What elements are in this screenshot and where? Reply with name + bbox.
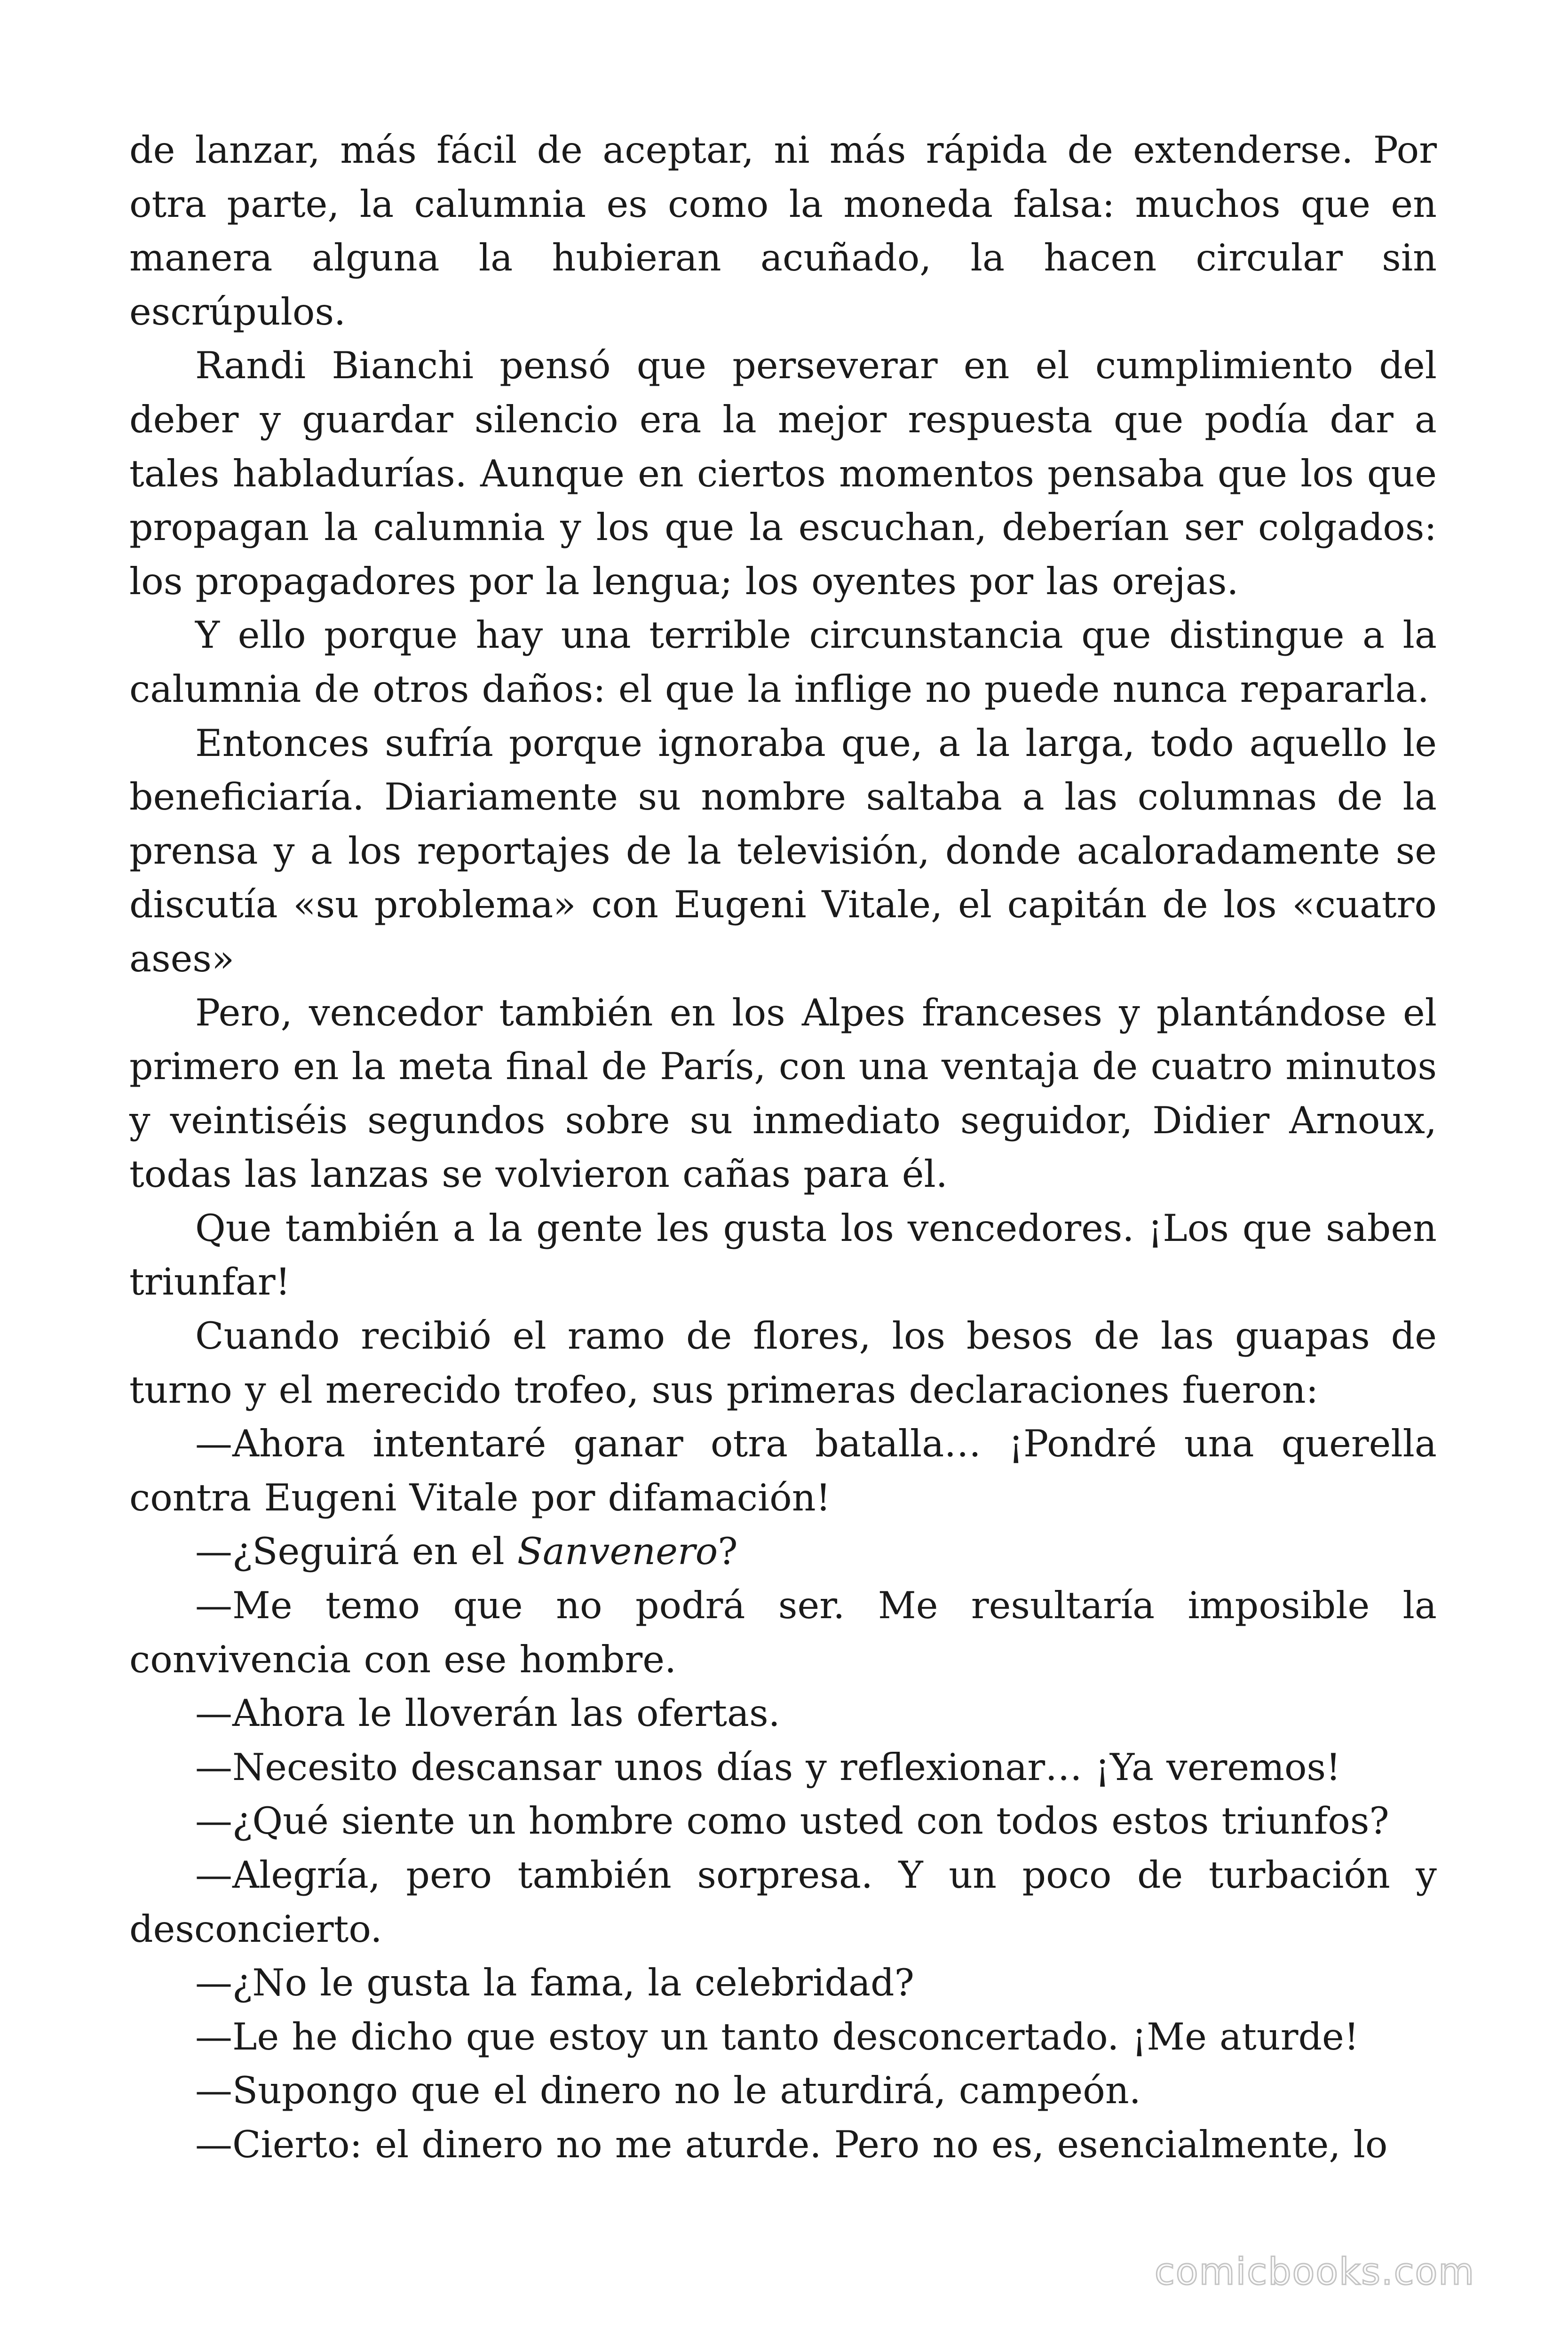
paragraph-6: Que también a la gente les gusta los vencedores. ¡Los que saben triunfar! xyxy=(129,1206,1437,1304)
paragraph-18: —Cierto: el dinero no me aturde. Pero no es, esencialmente, lo xyxy=(195,2122,1388,2166)
watermark-text: comicbooks.com xyxy=(1155,2251,1475,2293)
paragraph-9-text-after: ? xyxy=(718,1530,738,1573)
paragraph-14: —Alegría, pero también sorpresa. Y un poco de turbación y desconcierto. xyxy=(129,1853,1437,1951)
paragraph-3: Y ello porque hay una terrible circunstancia que distingue a la calumnia de otros daños: el que la inflige no puede nunca repararla. xyxy=(129,613,1437,711)
paragraph-4: Entonces sufría porque ignoraba que, a la larga, todo aquello le beneficiaría. Diariamente su nombre saltaba a las columnas de la prensa y a los reportajes de la televisión, donde acaloradamente se discutía «su problema» con Eugeni Vitale, el capitán de los «cuatro ases» xyxy=(129,721,1437,980)
paragraph-9-text-before: —¿Seguirá en el xyxy=(195,1530,517,1573)
paragraph-12: —Necesito descansar unos días y reflexionar… ¡Ya veremos! xyxy=(195,1745,1341,1789)
paragraph-2: Randi Bianchi pensó que perseverar en el cumplimiento del deber y guardar silencio era la mejor respuesta que podía dar a tales habladurías. Aunque en ciertos momentos pensaba que los que propagan la calumnia y los que la escuchan, deberían ser colgados: los propagadores por la lengua; los oyentes por las orejas. xyxy=(129,344,1437,603)
paragraph-15: —¿No le gusta la fama, la celebridad? xyxy=(195,1961,914,2005)
paragraph-5: Pero, vencedor también en los Alpes franceses y plantándose el primero en la meta final de París, con una ventaja de cuatro minutos y veintiséis segundos sobre su inmediato seguidor, Didier Arnoux, todas las lanzas se volvieron cañas para él. xyxy=(129,991,1437,1196)
paragraph-17: —Supongo que el dinero no le aturdirá, campeón. xyxy=(195,2069,1141,2113)
paragraph-11: —Ahora le lloverán las ofertas. xyxy=(195,1692,780,1735)
paragraph-8: —Ahora intentaré ganar otra batalla… ¡Pondré una querella contra Eugeni Vitale por difamación! xyxy=(129,1422,1437,1519)
newspaper-title-italic: Sanvenero xyxy=(517,1530,718,1573)
paragraph-7: Cuando recibió el ramo de flores, los besos de las guapas de turno y el merecido trofeo, sus primeras declaraciones fueron: xyxy=(129,1314,1437,1412)
paragraph-1: de lanzar, más fácil de aceptar, ni más rápida de extenderse. Por otra parte, la calumnia es como la moneda falsa: muchos que en manera alguna la hubieran acuñado, la hacen circular sin escrúpulos. xyxy=(129,128,1437,334)
paragraph-9 xyxy=(129,1525,1437,1579)
paragraph-13: —¿Qué siente un hombre como usted con todos estos triunfos? xyxy=(195,1799,1389,1843)
book-page xyxy=(129,123,1437,2172)
paragraph-16: —Le he dicho que estoy un tanto desconcertado. ¡Me aturde! xyxy=(195,2015,1359,2058)
paragraph-10: —Me temo que no podrá ser. Me resultaría imposible la convivencia con ese hombre. xyxy=(129,1584,1437,1681)
